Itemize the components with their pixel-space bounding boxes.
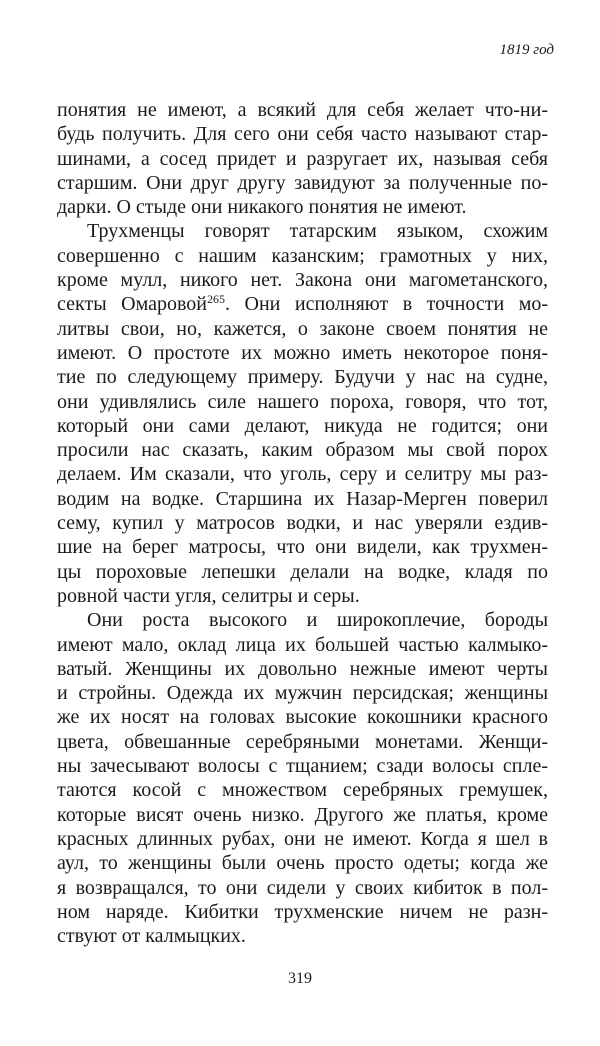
text-line: дарки. О стыде они никакого понятия не имеют. (57, 196, 467, 219)
paragraph (57, 98, 548, 219)
text-line: водим на водке. Старшина их Назар-Мерген поверил (57, 487, 548, 510)
text-line: аул, то женщины были очень просто одеты; когда же (57, 852, 548, 875)
text-line: Трухменцы говорят татарским языком, схожим (87, 220, 548, 243)
footnote-ref[interactable]: 265 (207, 292, 225, 307)
text-line: я возвращался, то они сидели у своих кибиток в пол- (57, 876, 548, 899)
text-line: понятия не имеют, а всякий для себя желает что-ни- (57, 99, 548, 121)
text-line: цвета, обвешанные серебряными монетами. Женщи- (57, 730, 548, 753)
text-line: красных длинных рубах, они не имеют. Когда я шел в (57, 827, 548, 850)
running-head: 1819 год (499, 42, 554, 58)
text-line: делаем. Им сказали, что уголь, серу и селитру мы раз- (57, 463, 548, 486)
text-line: ровной части угля, селитры и серы. (57, 584, 360, 607)
text-line: же их носят на головах высокие кокошники красного (57, 706, 548, 729)
text-line: просили нас сказать, каким образом мы свой порох (57, 439, 548, 462)
text-line: сему, купил у матросов водки, и нас уверяли ездив- (57, 512, 548, 535)
text-line: старшим. Они друг другу завидуют за полученные по- (57, 171, 548, 194)
text-line: тие по следующему примеру. Будучи у нас на судне, (57, 366, 548, 389)
text-line: совершенно с нашим казанским; грамотных у них, (57, 244, 548, 267)
paragraph (57, 219, 548, 608)
text-line: литвы свои, но, кажется, о законе своем понятия не (57, 317, 548, 340)
page-number: 319 (288, 970, 312, 987)
text-line: секты Омаровой$^{265}$. Они исполняют в точности мо- (57, 292, 549, 316)
text-line: они удивлялись силе нашего пороха, говоря, что тот, (57, 390, 548, 413)
text-line: ны зачесывают волосы с тщанием; сзади волосы спле- (57, 755, 548, 778)
text-line: Они роста высокого и широкоплечие, бороды (87, 609, 548, 632)
text-line: имеют. О простоте их можно иметь некоторое поня- (57, 341, 548, 364)
text-line: ном наряде. Кибитки трухменские ничем не разн- (57, 900, 548, 923)
text-line: ватый. Женщины их довольно нежные имеют черты (57, 657, 548, 680)
text-line: и стройны. Одежда их мужчин персидская; женщины (57, 682, 548, 705)
text-line: шинами, а сосед придет и разругает их, называя себя (57, 147, 548, 170)
text-line: который они сами делают, никуда не годится; они (57, 414, 548, 437)
text-line: кроме мулл, никого нет. Закона они магометанского, (57, 269, 548, 292)
text-line: цы пороховые лепешки делали на водке, кладя по (57, 560, 548, 583)
text-line: имеют мало, оклад лица их большей частью калмыко- (57, 633, 548, 656)
paragraph (57, 608, 548, 948)
body-text (57, 98, 548, 948)
text-line: ствуют от калмыцких. (57, 925, 246, 948)
text-line: шие на берег матросы, что они видели, как трухмен- (57, 536, 548, 559)
text-line: таются косой с множеством серебряных гремушек, (57, 779, 548, 802)
text-line: будь получить. Для сего они себя часто называют стар- (57, 123, 548, 146)
text-line: которые висят очень низко. Другого же платья, кроме (57, 803, 548, 826)
